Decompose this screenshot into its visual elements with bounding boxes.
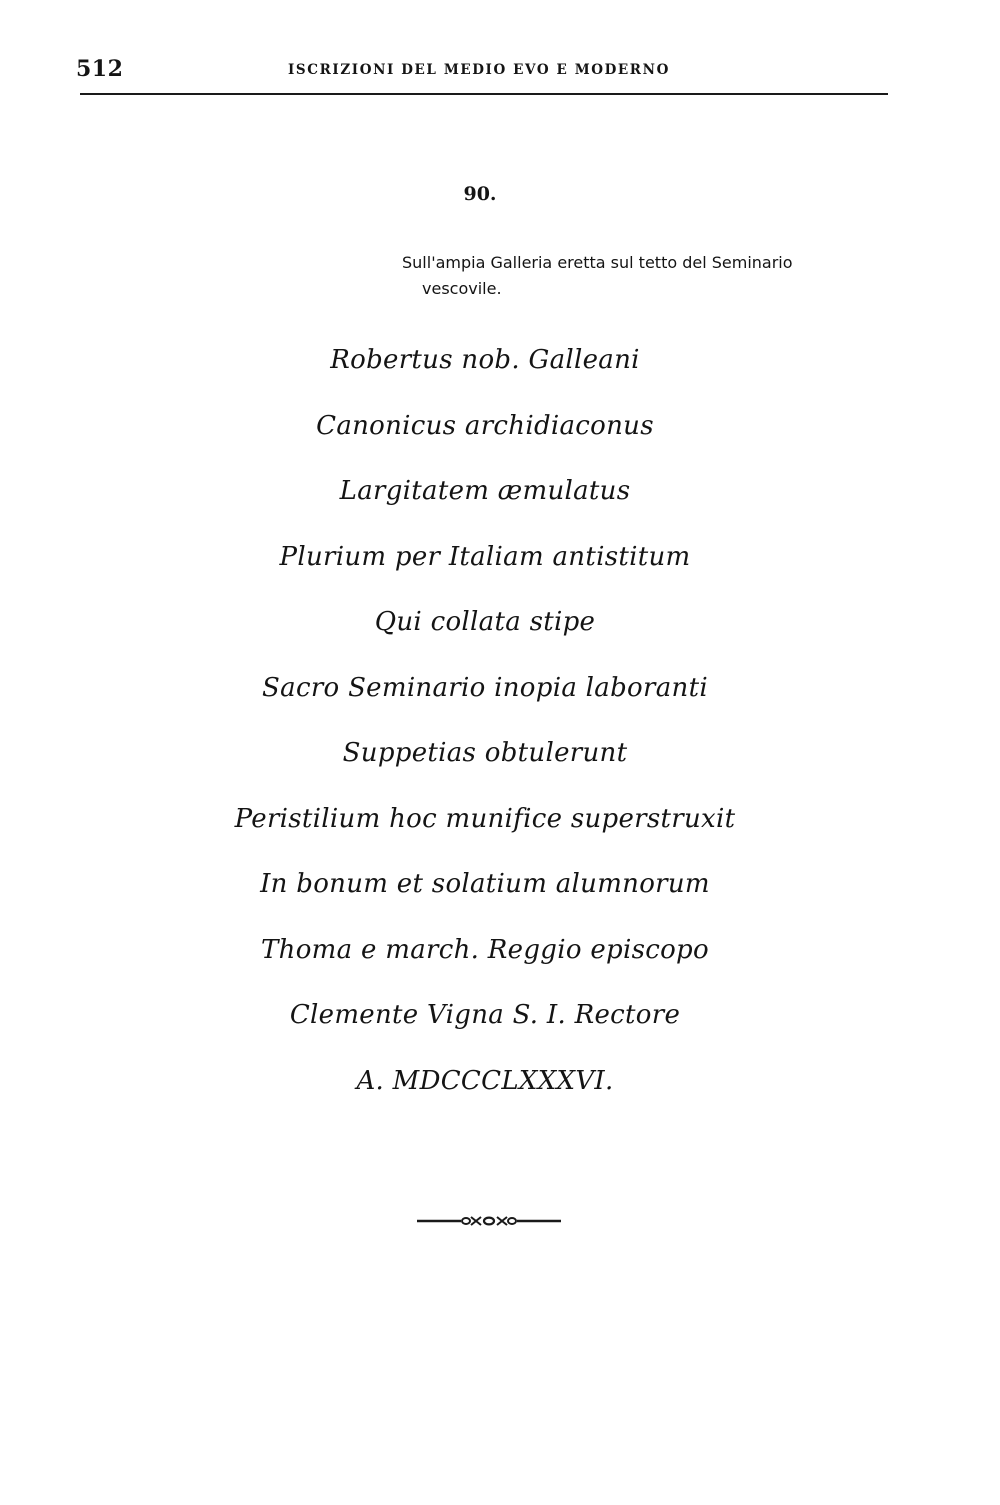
ornamental-rule-icon: [415, 1214, 563, 1228]
inscription-line: Robertus nob. Galleani: [330, 345, 640, 375]
inscription-location-note: [402, 250, 902, 302]
header-rule: [80, 93, 888, 95]
location-note-line-1: Sull'ampia Galleria eretta sul tetto del Seminario: [402, 253, 793, 272]
inscription-line: In bonum et solatium alumnorum: [260, 869, 710, 899]
inscription-line: Sacro Seminario inopia laboranti: [262, 672, 708, 703]
entry-number: 90.: [463, 183, 497, 205]
inscription-text: [0, 338, 970, 1124]
inscription-line: A. MDCCCLXXXVI.: [356, 1065, 614, 1096]
location-note-line-2: vescovile.: [422, 279, 502, 298]
page-number: 512: [76, 56, 124, 82]
inscription-line: Thoma e march. Reggio episcopo: [261, 934, 709, 965]
inscription-line: Largitatem æmulatus: [339, 476, 631, 506]
inscription-line: Peristilium hoc munifice superstruxit: [234, 803, 736, 834]
inscription-line: Canonicus archidiaconus: [316, 410, 654, 441]
inscription-line: Suppetias obtulerunt: [342, 738, 628, 768]
inscription-line: Plurium per Italiam antistitum: [279, 541, 691, 572]
inscription-line: Qui collata stipe: [374, 607, 596, 637]
inscription-line: Clemente Vigna S. I. Rectore: [289, 1000, 681, 1030]
running-header: ISCRIZIONI DEL MEDIO EVO E MODERNO: [288, 62, 670, 78]
